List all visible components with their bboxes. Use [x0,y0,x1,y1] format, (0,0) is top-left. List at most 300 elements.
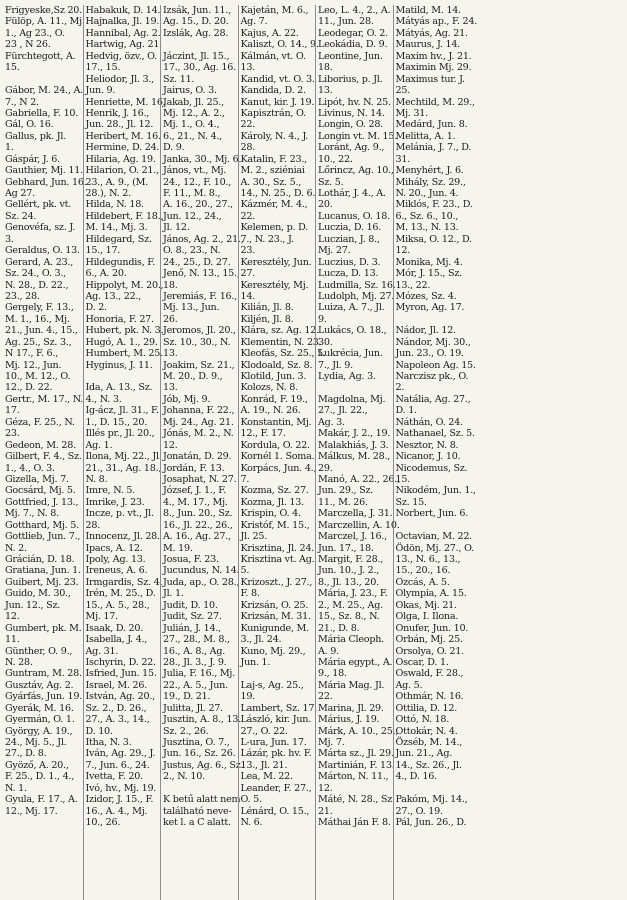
name-entry-line: 10., 26. [85,817,121,829]
name-entry-line: 27., A. 3., 14., [85,714,150,726]
name-entry-line: 25. [395,85,411,97]
name-entry-line: 28.), N. 2. [85,188,131,199]
name-entry-line: 7., Jun. 6., 24. [85,759,150,771]
name-entry-line: 16., Jl. 22., 26., [163,519,233,531]
name-entry-line: Gábor, M. 24., A. [5,85,83,97]
name-entry-line: Melitta, A. 1. [395,130,456,142]
name-index-columns [5,5,624,900]
name-entry-line: Jl. 12. [163,222,190,234]
name-entry-line: Keresztély, Jun. [240,256,312,268]
name-entry-line: 27., O. 22. [240,725,288,737]
name-entry-line: Martinián, F. 13. [318,759,395,771]
name-entry-line: Jun. 28., Jl. 12. [85,119,154,131]
name-entry-line: Incze, p. vt., Jl. [85,508,154,520]
name-entry-line: Gebhard, Jun. 16. [5,176,87,188]
name-entry-line: Lőrincz, Ag. 10., [318,165,394,177]
name-entry-line: Leontine, Jun. [318,50,383,62]
name-entry-line: Gyermán, O. 1. [5,714,75,726]
name-entry-line: Nicodemus, Sz. [395,462,468,474]
name-entry-line: Hyginus, J. 11. [85,359,153,371]
name-entry-line: Margit, F. 28., [318,554,384,565]
name-entry-line: Kuno, Mj. 29., [240,645,306,657]
name-entry-line: Maximus tur. J. [395,73,465,85]
name-entry-line: 23 , N 26. [5,39,51,51]
name-entry-line: Gallus, pk. Jl. [5,130,66,142]
name-entry-line: Gocsárd, Mj. 5. [5,485,76,497]
name-entry-line: Jun. 17., 18. [318,542,374,554]
name-entry-line: Hippolyt, M. 20., [85,279,164,291]
name-entry-line: Ireneus, A. 6. [85,565,148,577]
name-entry-line: Leander, F. 27., [240,782,312,794]
name-entry-line: Kozma, Jl. 13. [240,496,304,508]
name-entry-line: D. 10. [85,725,113,737]
name-entry-line: 13. [163,382,178,394]
name-entry-line: 16., A. 8., Ag. [163,645,226,657]
name-entry-line: Ottilia, D. 12. [395,702,458,714]
name-entry-line: Jonatán, D. 29. [163,451,232,463]
name-entry-line: Leodegar, O. 2. [318,27,388,39]
name-entry-line: 21., 31., Ag. 18., [85,462,162,474]
name-entry-line: 15. [5,62,20,74]
name-entry-line: Imre, N. 5. [85,485,136,497]
name-entry-line: Lothár, J. 4., A. [318,188,386,199]
name-entry-line: Sz. 5. [318,176,344,188]
name-entry-line: 27., Jl. 22., [318,405,368,417]
name-entry-line: 28., Jl. 3., J. 9. [163,656,227,668]
name-entry-line: Jakab, Jl. 25., [163,96,224,108]
name-entry-line: A. 16., Ag. 27., [163,531,231,543]
name-entry-line: Jónás, M. 2., N. [163,428,234,440]
name-entry-line: Marczellin, A. 10. [318,519,400,531]
name-entry-line: 17., 30., Ag. 16. [163,62,236,74]
name-entry-line: Heliodor, Jl. 3., [85,73,154,85]
name-entry-line: 21. [318,805,333,817]
name-entry-line: Ipoly, Ag. 13. [85,554,146,565]
name-entry-line: 18. [163,279,178,291]
name-entry-line: Hubert, pk. N. 3. [85,325,164,337]
name-entry-line: Jun. 9. [85,85,116,97]
name-entry-line: 17. [5,405,20,417]
name-entry-line: 17., 15. [85,62,121,74]
name-entry-line: Longin vt. M. 15. [318,130,398,142]
name-entry-line: Gertr., M. 17., N. [5,393,84,405]
name-entry-line: Sz. 15. [395,496,427,508]
name-entry-line: Mária Cleoph. [318,634,384,646]
name-entry-line: Gizella, Mj. 7. [5,473,69,485]
name-entry-line: 27., 28., M. 8., [163,634,230,646]
name-entry-line: Sz. 11. [163,73,195,85]
name-entry-line: Gottlieb, Jun. 7., [5,531,81,543]
name-entry-line: Kanut, kir. J. 19. [240,96,315,108]
name-entry-line: Márta sz., Jl. 29. [318,748,394,760]
name-entry-line: Ag. 13., 22., [85,290,142,302]
name-entry-line: 12., Mj. 17. [5,805,58,817]
name-entry-line: Mária egypt., A. [318,656,393,668]
name-entry-line: Menyhért, J. 6. [395,165,464,177]
name-entry-line [318,382,392,393]
name-entry-line: Krispin, O. 4. [240,508,301,520]
name-entry-line: Kordula, O. 22. [240,439,310,451]
name-entry-line: Mária, J. 23., F. [318,588,388,600]
name-entry-line: Mózes, Sz. 4. [395,290,457,302]
name-entry-line: A. 9. [318,645,339,657]
name-entry-line: Klodoald, Sz. 8. [240,359,313,371]
name-entry-line: 21., Jun. 4., 15., [5,325,78,337]
name-entry-line: Iván, Ag. 29., J. [85,748,156,760]
name-entry-line: 13. [163,348,178,360]
name-entry-line: Guido, M. 30., [5,588,71,600]
name-entry-line: Kunigunde, M. [240,622,309,634]
name-entry-line: Johanna, F. 22., [163,405,235,417]
name-entry-line: Manó, A. 22., 26., [318,473,400,485]
name-entry-line: Mihály, Sz. 29., [395,176,466,188]
name-entry-line: M. 20., D. 9., [163,371,223,382]
name-entry-line: 23. [5,428,20,440]
name-entry-line: Guntram, M. 28. [5,668,82,680]
name-entry-line: Justus, Ag. 6., Sz. [163,759,244,771]
name-entry-line: 12., F. 17. [240,428,286,440]
name-entry-line: Ludolph, Mj. 27. [318,290,395,302]
name-entry-line: Joakim, Sz. 21., [163,359,235,371]
name-entry-line: Pakóm, Mj. 14., [395,794,468,806]
name-entry-line: Gusztáv, Ag. 2. [5,679,74,691]
name-entry-line: Krisztina vt. Ag. [240,554,315,565]
name-entry-line: Hartwig, Ag. 21. [85,39,162,51]
name-entry-line: Onufer, Jun. 10. [395,622,469,634]
name-entry-line: Ida, A. 13., Sz. [85,382,153,394]
name-entry-line: A. 30., Sz. 5., [240,176,302,188]
name-entry-line: 20. [318,199,333,211]
name-entry-line: Isabella, J. 4., [85,634,148,646]
name-entry-line: Gedeon, M. 28. [5,439,76,451]
name-entry-line: Ag 27. [5,188,35,199]
name-entry-line: Hilarion, O. 21., [85,165,159,177]
name-entry-line: Mj. 1., O. 4., [163,119,220,131]
name-entry-line: Márius, J. 19. [318,714,380,726]
name-entry-line: Israel, M. 26. [85,679,148,691]
name-entry-line: M. 13., N. 13. [395,222,459,234]
name-entry-line: Jeromos, Jl. 20., [163,325,236,337]
name-entry-line: Josua, F. 23. [163,554,219,565]
name-entry-line: 7. [240,473,250,485]
name-entry-line: Mj. 27. [318,245,351,257]
name-entry-line: Lydia, Ag. 3. [318,371,376,382]
name-entry-line: 12., D. 22. [5,382,53,394]
name-entry-line: Mj. 31. [395,107,428,119]
name-entry-line [86,371,160,382]
name-entry-line [5,74,82,85]
name-entry-line: O. 8., 23., N. [163,245,221,257]
name-entry-line: 1., 4., O. 3. [5,462,55,474]
name-entry-line: Jun. 12., 24., [163,210,222,222]
name-entry-line: Jucundus, N. 14. [163,565,240,577]
name-column-6 [393,5,478,900]
name-entry-line: 7., Jl. 9. [318,359,353,371]
name-entry-line: Mj. 24., Ag. 21. [163,416,234,428]
name-entry-line: Jáczint, Jl. 15., [163,50,230,62]
name-entry-line: 15., 20., 16. [395,565,451,577]
name-entry-line: A. 19., N. 26. [240,405,301,417]
name-entry-line: 23., 28. [5,290,40,302]
name-entry-line: Kozma, Sz. 27. [240,485,309,497]
name-entry-line: Gottfried, J. 13., [5,496,79,508]
name-entry-line: Nándor, Mj. 30., [395,336,471,348]
name-entry-line: Hermine, D. 24. [85,142,160,154]
name-entry-line: Gellért, pk. vt. [5,199,72,211]
name-entry-line: Keresztély, Mj. [240,279,309,291]
name-entry-line: N. 28. [5,656,33,668]
name-entry-line: Sz. 2., D. 26., [85,702,147,714]
name-entry-line: Krisztina, Jl. 24. [240,542,314,554]
name-entry-line: Matild, M. 14. [395,5,461,16]
name-entry-line: 2. [395,382,405,394]
name-entry-line: 26. [163,313,178,325]
name-entry-line: Gauthier, Mj. 11. [5,165,83,177]
name-entry-line: 6., Sz. 6., 10., [395,210,459,222]
name-entry-line: Othmár, N. 16. [395,691,464,703]
name-entry-line: Humbert, M. 25. [85,348,163,360]
name-entry-line: Illés pr., Jl. 20., [85,428,155,440]
name-entry-line [396,314,470,325]
name-entry-line: M. 19. [163,542,193,554]
name-entry-line: Lucza, D. 13. [318,268,379,280]
name-entry-line: Izslák, Ag. 28. [163,27,229,39]
name-entry-line: Jairus, O. 3. [163,85,217,97]
name-entry-line: Okas, Mj. 21. [395,599,457,611]
name-entry-line: Ivó, hv., Mj. 19. [85,782,157,794]
name-entry-line: 3., Jl. 24. [240,634,282,646]
name-entry-line: Kálmán, vt. O. [240,50,306,62]
name-entry-line: János, vt., Mj. [163,165,227,177]
name-entry-line: 10., 22. [318,153,353,165]
name-entry-line: Juda, ap., O. 28., [163,576,240,588]
name-entry-line: 24., 12., F. 10., [163,176,232,188]
name-entry-line: D. 2. [85,302,107,314]
name-entry-line: 23., A. 9., (M. [85,176,149,188]
name-entry-line: 27., D. 8. [5,748,47,760]
name-entry-line: Ag. 31. [85,645,119,657]
name-entry-line: Imrike, J. 23. [85,496,145,508]
name-entry-line: Lázár, pk. hv. F. [240,748,312,760]
name-entry-line: Mj. 7. [318,737,345,748]
name-entry-line: Olga, I. Ilona. [395,611,459,623]
name-entry-line: Mj. 7., N. 8. [5,508,59,520]
name-entry-line: Geraldus, O. 13. [5,245,80,257]
name-entry-line: Loránt, Ag. 9., [318,142,385,154]
name-entry-line: Jun. 16., Sz. 26. [163,748,236,760]
name-entry-line: Lambert, Sz. 17. [240,702,318,714]
name-entry-line: Náthán, O. 24. [395,416,463,428]
name-entry-line: 2., M. 25., Ag. [318,599,383,611]
name-entry-line [396,520,470,531]
name-entry-line: Jenő, N. 13., 15., [163,268,240,280]
name-column-5 [315,5,400,900]
name-entry-line: 11., M. 26. [318,496,368,508]
name-column-2 [83,5,166,900]
name-entry-line: Julitta, Jl. 27. [163,702,223,714]
name-entry-line: Gerard, A. 23., [5,256,74,268]
name-entry-line: Ozcás, A. 5. [395,576,450,588]
name-entry-line: 28. [85,519,101,531]
name-entry-line: K betű alatt nem [163,794,241,806]
name-entry-line: 15., Sz. 8., N. [318,611,380,623]
name-entry-line: Janka, 30., Mj. 6. [163,153,242,165]
name-entry-line: 13., Jl. 21. [240,759,288,771]
name-entry-line: Fürchtegott, A. [5,50,76,62]
name-entry-line: Grácián, D. 18. [5,554,75,565]
name-entry-line: Géza, F. 25., N. [5,416,75,428]
name-entry-line: Judit, Sz. 27. [163,611,222,623]
name-entry-line: Habakuk, D. 14. [85,5,161,16]
name-entry-line: Luczius, D. 3. [318,256,381,268]
name-entry-line: Sz. 24. [5,210,37,222]
name-entry-line: Lukács, O. 18., [318,325,387,337]
name-entry-line: Miklós, F. 23., D. [395,199,473,211]
name-entry-line: N 17., F. 6., [5,348,59,360]
name-entry-line: Márton, N. 11., [318,771,389,783]
name-entry-line: Ludmilla, Sz. 16. [318,279,396,291]
name-entry-line: 11., Jun. 28. [318,16,374,28]
name-entry-line: Heribert, M. 16. [85,130,161,142]
name-entry-line: Gáspár, J. 6. [5,153,60,165]
name-entry-line: Maximin Mj. 29. [395,62,472,74]
name-entry-line: 3. [5,233,14,245]
name-entry-line: Ottó, N. 18. [395,714,450,726]
name-entry-line: 5. [240,565,250,577]
name-entry-line: Judit, D. 10. [163,599,218,611]
name-entry-line: 21., D. 8. [318,622,360,634]
name-entry-line: Gabriella, F. 10. [5,107,79,119]
name-entry-line: Itha, N. 3. [85,737,132,748]
name-entry-line: Károly, N. 4., J. [240,130,309,142]
name-entry-line: 27., O. 19. [395,805,443,817]
name-entry-line: Hugó, A. 1., 29. [85,336,158,348]
name-entry-line: 13., 22. [395,279,431,291]
name-entry-line: Mátyás, Ag. 21. [395,27,468,39]
name-entry-line: Gotthard, Mj. 5. [5,519,79,531]
name-entry-line: Ag. 15., D. 20. [163,16,229,28]
name-entry-line: Marina, Jl. 29. [318,702,384,714]
name-entry-line: Lucanus, O. 18. [318,210,390,222]
name-entry-line: 22. [318,691,333,703]
name-entry-line: Krizoszt., J. 27., [240,576,313,588]
name-entry-line: Gratiana, Jun. 1. [5,565,81,577]
name-entry-line: 14. [240,290,256,302]
name-entry-line: 12. [163,439,178,451]
name-entry-line: 1., D. 15., 20. [85,416,148,428]
name-entry-line: Gergely, F. 13., [5,302,74,314]
name-entry-line: Jeremiás, F. 16., [163,290,238,302]
name-entry-line: Melánia, J. 7., D. [395,142,472,154]
name-entry-line: Lukrécia, Jun. [318,348,383,360]
name-entry-line: O. 5. [240,794,262,806]
name-entry-line: Leokádia, D. 9. [318,39,388,51]
name-entry-line: Ipacs, A. 12. [85,542,143,554]
name-entry-line: 13., N. 6., 13., [395,554,461,565]
name-entry-line: Josaphat, N. 27. [163,473,237,485]
name-entry-line: Klotild, Jun. 3. [240,371,307,382]
name-entry-line: Marczella, J. 31. [318,508,393,520]
name-entry-line: 24., Mj. 5., Jl. [5,737,67,748]
name-entry-line: 13. [318,85,333,97]
name-entry-line: Kiljén, Jl. 8. [240,313,294,325]
name-entry-line: Henriette, M. 16. [85,96,166,108]
name-entry-line: Leo, L. 4., 2., A. [318,5,391,16]
name-entry-line: Nádor, Jl. 12. [395,325,456,337]
name-entry-line: Kolozs, N. 8. [240,382,298,394]
name-entry-line: Olympia, A. 15. [395,588,467,600]
name-entry-line: Norbert, Jun. 6. [395,508,469,520]
name-entry-line: Mj. 13., Jun. [163,302,220,314]
name-entry-line: Fülöp, A. 11., Mj. [5,16,85,28]
name-entry-line: Jun. 23., O. 19. [395,348,464,360]
name-entry-line: Luczian, J. 8., [318,233,380,245]
name-entry-line: M. 2., sziéniai [240,165,305,177]
name-entry-line: 22., A. 5., Jun. [163,679,228,691]
name-entry-line: Máthai Ján F. 8. [318,817,391,829]
name-entry-line: Napoleon Ag. 15. [395,359,476,371]
name-entry-line: Ischyrin, D. 22. [85,656,156,668]
name-entry-line: 12. [5,611,20,623]
name-entry-line: Jun. 21., Ag. [395,748,453,760]
name-entry-line: Luczia, D. 16. [318,222,382,234]
name-entry-line: Lipót, hv. N. 25. [318,96,391,108]
name-entry-line: D. 9. [163,142,185,154]
name-entry-line: F. 25., D. 1., 4., [5,771,75,783]
name-entry-line: Genovéfa, sz. J. [5,222,75,234]
name-entry-line: Kázmér, M. 4., [240,199,308,211]
name-entry-line: F. 11., M. 8., [163,188,221,199]
name-entry-line: N. 8. [85,473,108,485]
name-entry-line: 9. [318,313,327,325]
name-entry-line: Jordán, F. 13. [163,462,225,474]
name-entry-line: Kaliszt, O. 14., 9. [240,39,319,51]
name-entry-line: Nikodém, Jun. 1., [395,485,476,497]
name-entry-line: 24., 25., D. 27. [163,256,231,268]
name-entry-line: Nesztor, N. 8. [395,439,459,451]
name-entry-line: 13. [240,62,256,74]
name-entry-line: Longin, O. 28. [318,119,383,131]
name-entry-line: Gilbert, F. 4., Sz. [5,451,82,463]
name-entry-line: Gál, O. 16. [5,119,54,131]
name-entry-line: Málkus, M. 28., [318,451,391,463]
name-entry-line: Kandida, D. 2. [240,85,306,97]
name-entry-line: Ag. 7. [240,16,268,28]
name-entry-line: Sz. 10., 30., N. [163,336,231,348]
name-entry-line: Ig-ácz, Jl. 31., F. [85,405,159,417]
name-entry-line: Mj. 12., A. 2., [163,107,225,119]
name-entry-line: 16., A. 4., Mj. [85,805,148,817]
name-entry-line: 8., Jun. 20., Sz. [163,508,233,520]
name-entry-line: Máté, N. 28., Sz. [318,794,395,806]
name-entry-line: 4., N. 3. [85,393,122,405]
name-column-1 [5,5,87,900]
name-entry-line: Hildebert, F. 18., [85,210,164,222]
name-entry-line: Katalin, F. 23., [240,153,307,165]
name-entry-line: György, A. 19., [5,725,73,737]
name-entry-line: Hajnalka, Jl. 19. [85,16,160,28]
name-entry-line: Irmgardis, Sz. 4. [85,576,163,588]
name-entry-line: Mária Mag. Jl. [318,679,385,691]
name-entry-line: 12. [395,245,411,257]
name-entry-line: 30. [318,336,333,348]
name-entry-line: A. 16., 20., 27., [163,199,233,211]
name-entry-line: 15., A. 5., 28., [85,599,150,611]
name-entry-line: 6., 21., N. 4., [163,130,222,142]
name-entry-line: Monika, Mj. 4. [395,256,463,268]
name-entry-line: Honoria, F. 27. [85,313,154,325]
name-entry-line: Kornél 1. Soma. [240,451,315,463]
